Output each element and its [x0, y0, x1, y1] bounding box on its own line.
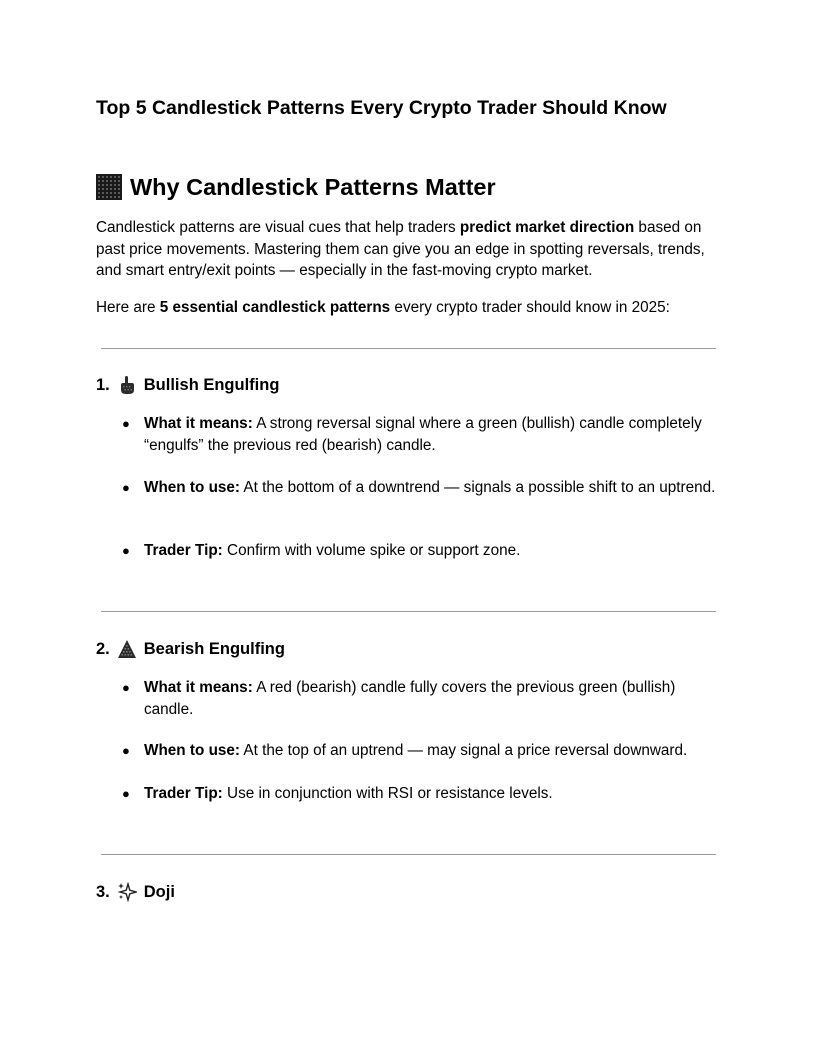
list-item — [122, 677, 722, 720]
point-label: What it means: — [144, 415, 253, 432]
horizontal-rule — [101, 611, 716, 612]
pattern-heading-3 — [96, 881, 696, 903]
pattern-number: 1. — [96, 376, 110, 394]
point-label: When to use: — [144, 742, 241, 759]
bullet-dot: ● — [122, 786, 130, 801]
pattern-heading-2 — [96, 638, 696, 660]
document-title: Top 5 Candlestick Patterns Every Crypto Trader Should Know — [96, 97, 667, 119]
warning-triangle-icon — [117, 639, 137, 659]
intro-paragraph — [96, 217, 720, 282]
horizontal-rule — [101, 348, 716, 349]
pattern-name: Bullish Engulfing — [143, 376, 280, 394]
point-text: At the bottom of a downtrend — signals a possible shift to an uptrend. — [240, 479, 716, 496]
bullet-dot: ● — [122, 680, 130, 695]
list-item — [122, 477, 722, 499]
point-label: Trader Tip: — [144, 785, 223, 802]
lead-text-end: every crypto trader should know in 2025: — [390, 299, 670, 316]
lead-paragraph — [96, 297, 720, 319]
point-label: Trader Tip: — [144, 542, 223, 559]
pattern-name: Doji — [143, 883, 175, 901]
point-text: A strong reversal signal where a green (bullish) candle completely “engulfs” the previous red (bearish) candle. — [144, 415, 702, 454]
pattern-name: Bearish Engulfing — [143, 640, 285, 658]
point-text: At the top of an uptrend — may signal a price reversal downward. — [240, 742, 688, 759]
bullet-dot: ● — [122, 743, 130, 758]
pattern-heading-1 — [96, 374, 696, 396]
bar-chart-icon — [96, 174, 122, 200]
sparkles-icon — [117, 882, 137, 902]
pointing-up-hand-icon — [117, 375, 137, 395]
list-item — [122, 740, 722, 762]
point-label: What it means: — [144, 679, 253, 696]
pattern-number: 2. — [96, 640, 110, 658]
bullet-dot: ● — [122, 543, 130, 558]
pattern-number: 3. — [96, 883, 110, 901]
section-heading-text: Why Candlestick Patterns Matter — [130, 174, 496, 200]
point-label: When to use: — [144, 479, 241, 496]
list-item — [122, 783, 722, 805]
point-text: Use in conjunction with RSI or resistance levels. — [222, 785, 553, 802]
bullet-dot: ● — [122, 416, 130, 431]
list-item — [122, 413, 722, 456]
section-heading — [96, 172, 736, 202]
point-text: A red (bearish) candle fully covers the previous green (bullish) candle. — [144, 679, 676, 718]
intro-text-end: based on past price movements. Mastering them can give you an edge in spotting reversals, trends, and smart entry/exit points — especially in the fast-moving crypto market. — [96, 219, 705, 279]
list-item — [122, 540, 722, 562]
point-text: Confirm with volume spike or support zone. — [222, 542, 521, 559]
horizontal-rule — [101, 854, 716, 855]
intro-emphasis: predict market direction — [459, 219, 635, 236]
lead-emphasis: 5 essential candlestick patterns — [159, 299, 391, 316]
lead-text-start: Here are — [96, 299, 160, 316]
intro-text-start: Candlestick patterns are visual cues that help traders — [96, 219, 460, 236]
bullet-dot: ● — [122, 480, 130, 495]
